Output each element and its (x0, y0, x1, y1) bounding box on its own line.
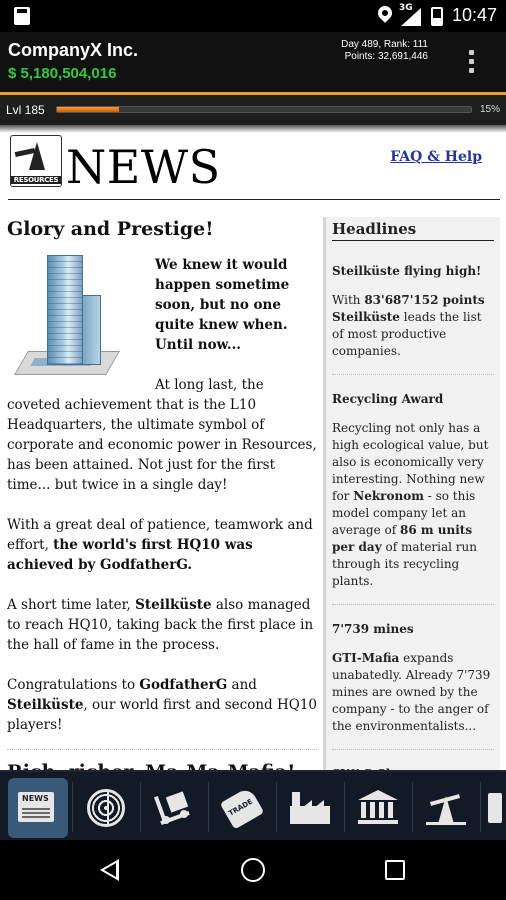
level-progress-track (56, 106, 472, 113)
resources-logo: RESOURCES (10, 135, 62, 187)
day-rank: Day 489, Rank: 111 (341, 39, 428, 50)
news-button[interactable] (8, 778, 68, 838)
news-icon (18, 790, 58, 826)
headlines-heading: Headlines (332, 221, 494, 241)
page-title: NEWS (66, 140, 221, 194)
headlines-sidebar (323, 217, 500, 777)
map-button[interactable] (76, 778, 136, 838)
cart-icon (154, 790, 194, 826)
recent-apps-icon[interactable] (385, 860, 405, 880)
faq-help-link[interactable]: FAQ & Help (390, 149, 482, 165)
headline-item[interactable] (332, 263, 494, 375)
overflow-menu-icon[interactable] (466, 50, 476, 78)
level-bar (0, 95, 506, 125)
article-paragraph: A short time later, Steilküste also managed to reach HQ10, taking back the first place in the hall of fame in the process. (7, 597, 314, 653)
level-percent: 15% (479, 104, 500, 115)
masthead (8, 135, 500, 200)
back-icon[interactable] (100, 859, 119, 881)
home-icon[interactable] (241, 858, 265, 882)
headquarters-image (7, 255, 147, 395)
more-icon (488, 793, 502, 823)
headline-title: 7'739 mines (332, 622, 414, 636)
headline-item[interactable] (332, 621, 494, 750)
app-header (0, 32, 506, 92)
logistics-button[interactable] (144, 778, 204, 838)
level-label: Lvl 185 (6, 103, 45, 117)
news-page (0, 125, 506, 770)
status-bar (0, 0, 506, 32)
factory-icon (290, 790, 330, 826)
article-paragraph: Congratulations to GodfatherG and Steilküste, our world first and second HQ10 players! (7, 677, 318, 733)
stats-block (341, 39, 428, 63)
headline-text: Recycling not only has a high ecological value, but also is economically very interesting. Nothing new for Nekronom - so this model company let an average of 86 m units per day of material run through its recycling plants. (332, 421, 489, 588)
headline-text: With 83'687'152 points Steilküste leads the list of most productive companies. (332, 293, 485, 358)
trade-button[interactable] (212, 778, 272, 838)
article-divider (7, 749, 317, 750)
more-button[interactable] (484, 778, 506, 838)
headline-title: Steilküste flying high! (332, 264, 482, 278)
clock: 10:47 (452, 5, 498, 25)
article-paragraph: With a great deal of patience, teamwork and effort, the world's first HQ10 was achieved by GodfatherG. (7, 517, 313, 573)
location-icon (375, 3, 395, 23)
mines-button[interactable] (416, 778, 476, 838)
bottom-toolbar (0, 770, 506, 840)
company-name: CompanyX Inc. (8, 40, 139, 60)
money-balance: $ 5,180,504,016 (8, 65, 117, 82)
article-paragraph: At long last, the coveted achievement that is the L10 Headquarters, the ultimate symbol of corporate and economic power in Resources, has been attained. Not just for the first time... but twice in a single day! (7, 377, 317, 493)
trade-tag-icon (220, 787, 264, 830)
headline-text: GTI-Mafia expands unabatedly. Already 7'739 mines are owned by the company - to the anger of the environmentalists... (332, 651, 491, 733)
headline-title: Recycling Award (332, 392, 444, 406)
signal-icon (401, 8, 421, 26)
bank-icon (358, 790, 398, 826)
network-type: 3G (399, 3, 413, 13)
factory-button[interactable] (280, 778, 340, 838)
sd-card-icon (14, 7, 30, 25)
headline-item[interactable] (332, 391, 494, 605)
main-article (7, 217, 317, 838)
oil-pump-icon (426, 790, 466, 826)
article-title: Glory and Prestige! (7, 218, 214, 240)
radar-icon (87, 789, 125, 827)
points: Points: 32,691,446 (344, 51, 428, 62)
system-nav-bar (0, 840, 506, 900)
bank-button[interactable] (348, 778, 408, 838)
battery-icon (431, 7, 443, 26)
article-lead: We knew it would happen sometime soon, but no one quite knew when. Until now... (155, 257, 290, 353)
level-progress-fill (57, 107, 119, 112)
